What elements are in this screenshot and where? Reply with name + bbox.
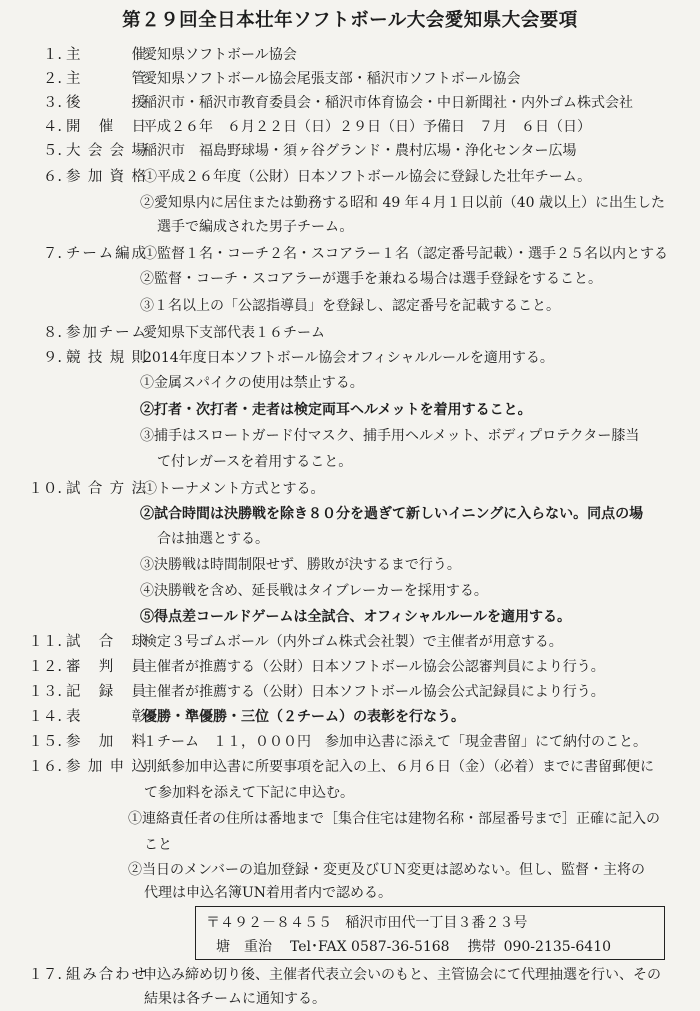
section-10-sub-2a: ②試合時間は決勝戦を除き８０分を過ぎて新しいイニングに入らない。同点の場	[140, 506, 644, 522]
item-value: １チーム １１，０００円 参加申込書に添えて「現金書留」にて納付のこと。	[143, 734, 647, 750]
section-9-sub-3a: ③捕手はスロートガード付マスク、捕手用ヘルメット、ボディプロテクター膝当	[140, 428, 640, 444]
item-value: 愛知県下支部代表１６チーム	[143, 325, 325, 341]
section-2	[0, 68, 700, 90]
item-value: 申込み締め切り後、主催者代表立会いのもと、主管協会にて代理抽選を行い、その	[143, 967, 661, 983]
mobile-label: 携帯	[467, 939, 496, 955]
item-value: 愛知県ソフトボール協会	[143, 47, 297, 63]
item-label: 参 加 資 格	[66, 169, 146, 185]
item-number: ４.	[42, 119, 62, 135]
section-9-sub-1: ①金属スパイクの使用は禁止する。	[140, 375, 364, 391]
item-label: 大 会 会 場	[66, 143, 146, 159]
item-value: 別紙参加申込書に所要事項を記入の上、６月６日（金）（必着）までに書留郵便に	[143, 759, 654, 775]
item-number: １４.	[28, 709, 62, 725]
item-label: 審 判 員	[66, 659, 146, 675]
item-label: 表 彰	[66, 709, 146, 725]
section-6-sub-2b: 選手で編成された男子チーム。	[157, 219, 354, 235]
section-10-sub-4: ④決勝戦を含め、延長戦はタイブレーカーを採用する。	[140, 583, 488, 599]
section-16-sub-1b: こと	[144, 837, 172, 853]
item-value: 優勝・準優勝・三位（２チーム）の表彰を行なう。	[143, 709, 465, 725]
item-value: 愛知県ソフトボール協会尾張支部・稲沢市ソフトボール協会	[143, 71, 521, 87]
item-number: ８.	[42, 325, 62, 341]
item-value: 平成２６年 ６月２２日（日）２９日（日）予備日 ７月 ６日（日）	[143, 119, 591, 135]
section-12	[0, 656, 700, 678]
section-13	[0, 681, 700, 703]
item-label: 競 技 規 則	[66, 350, 146, 366]
section-7-sub-3: ③１名以上の「公認指導員」を登録し、認定番号を記載すること。	[140, 298, 560, 314]
section-3	[0, 92, 700, 114]
item-label: 参 加 料	[66, 734, 146, 750]
section-7-sub-2: ②監督・コーチ・スコアラーが選手を兼ねる場合は選手登録をすること。	[140, 271, 602, 287]
section-16-cont: て参加料を添えて下記に申込む。	[144, 785, 354, 801]
item-number: ３.	[42, 95, 62, 111]
section-9-sub-3b: て付レガースを着用すること。	[157, 454, 353, 470]
section-6	[0, 166, 700, 188]
item-value: 主催者が推薦する（公財）日本ソフトボール協会公認審判員により行う。	[143, 659, 605, 675]
item-value: 検定３号ゴムボール（内外ゴム株式会社製）で主催者が用意する。	[143, 634, 563, 650]
address: 稲沢市田代一丁目３番２３号	[345, 915, 528, 931]
item-label: 参 加 申 込	[66, 759, 146, 775]
item-label: 主 管	[66, 71, 146, 87]
item-number: １１.	[28, 634, 62, 650]
item-label: 主 催	[66, 47, 146, 63]
item-value: ①監督１名・コーチ２名・スコアラー１名（認定番号記載）・選手２５名以内とする	[143, 246, 668, 262]
section-8	[0, 322, 700, 344]
document-title: 第２９回全日本壮年ソフトボール大会愛知県大会要項	[122, 10, 578, 31]
contact-telfax: Tel･FAX 0587-36-5168	[290, 939, 450, 955]
item-number: ７.	[42, 246, 62, 262]
section-4	[0, 116, 700, 138]
item-number: １０.	[28, 481, 62, 497]
item-number: ９.	[42, 350, 62, 366]
mobile-number: 090-2135-6410	[503, 939, 612, 955]
postal-code: 〒４９２－８４５５	[206, 915, 332, 931]
item-number: １７.	[28, 967, 62, 983]
item-number: １.	[42, 47, 62, 63]
section-16	[0, 756, 700, 778]
contact-address-line	[206, 912, 527, 932]
item-value: 稲沢市・稲沢市教育委員会・稲沢市体育協会・中日新聞社・内外ゴム株式会社	[143, 95, 633, 111]
section-16-sub-1a: ①連絡責任者の住所は番地まで［集合住宅は建物名称・部屋番号まで］正確に記入の	[128, 811, 660, 827]
item-value: 稲沢市 福島野球場・須ヶ谷グランド・農村広場・浄化センター広場	[143, 143, 577, 159]
section-1	[0, 44, 700, 66]
section-9-sub-2: ②打者・次打者・走者は検定両耳ヘルメットを着用すること。	[140, 402, 532, 418]
section-10-sub-5: ⑤得点差コールドゲームは全試合、オフィシャルルールを適用する。	[140, 609, 571, 625]
contact-box	[195, 906, 665, 960]
section-6-sub-2a: ②愛知県内に居住または勤務する昭和 49 年４月１日以前（40 歳以上）に出生した	[140, 195, 665, 211]
contact-person-line	[216, 936, 629, 956]
item-number: ６.	[42, 169, 62, 185]
section-15	[0, 731, 700, 753]
item-value: 主催者が推薦する（公財）日本ソフトボール協会公式記録員により行う。	[143, 684, 605, 700]
section-10-sub-2b: 合は抽選とする。	[157, 531, 269, 547]
item-number: １５.	[28, 734, 62, 750]
section-17	[0, 964, 700, 986]
item-label: 試 合 球	[66, 634, 146, 650]
section-10-sub-3: ③決勝戦は時間制限せず、勝敗が決するまで行う。	[140, 557, 461, 573]
item-number: ２.	[42, 71, 62, 87]
item-label: 試 合 方 法	[66, 481, 146, 497]
section-5	[0, 140, 700, 162]
item-number: １２.	[28, 659, 62, 675]
item-label: チ ー ム 編 成	[66, 246, 146, 262]
section-7	[0, 243, 700, 265]
section-16-sub-2b: 代理は申込名簿UN着用者内で認める。	[144, 885, 393, 901]
item-label: 後 援	[66, 95, 146, 111]
section-9	[0, 347, 700, 369]
item-number: １６.	[28, 759, 62, 775]
item-label: 記 録 員	[66, 684, 146, 700]
item-number: ５.	[42, 143, 62, 159]
item-number: １３.	[28, 684, 62, 700]
section-17-cont: 結果は各チームに通知する。	[144, 991, 326, 1007]
section-16-sub-2a: ②当日のメンバーの追加登録・変更及びＵＮ変更は認めない。但し、監督・主将の	[128, 862, 646, 878]
item-label: 組 み 合 わ せ	[66, 967, 146, 983]
item-value: ①平成２６年度（公財）日本ソフトボール協会に登録した壮年チーム。	[143, 169, 592, 185]
item-label: 参 加 チ ー ム	[66, 325, 146, 341]
item-label: 開 催 日	[66, 119, 146, 135]
section-11	[0, 631, 700, 653]
item-value: ①トーナメント方式とする。	[143, 481, 325, 497]
section-14	[0, 706, 700, 728]
section-10	[0, 478, 700, 500]
item-value: 2014年度日本ソフトボール協会オフィシャルルールを適用する。	[143, 350, 554, 366]
contact-name: 塘 重治	[216, 939, 272, 955]
